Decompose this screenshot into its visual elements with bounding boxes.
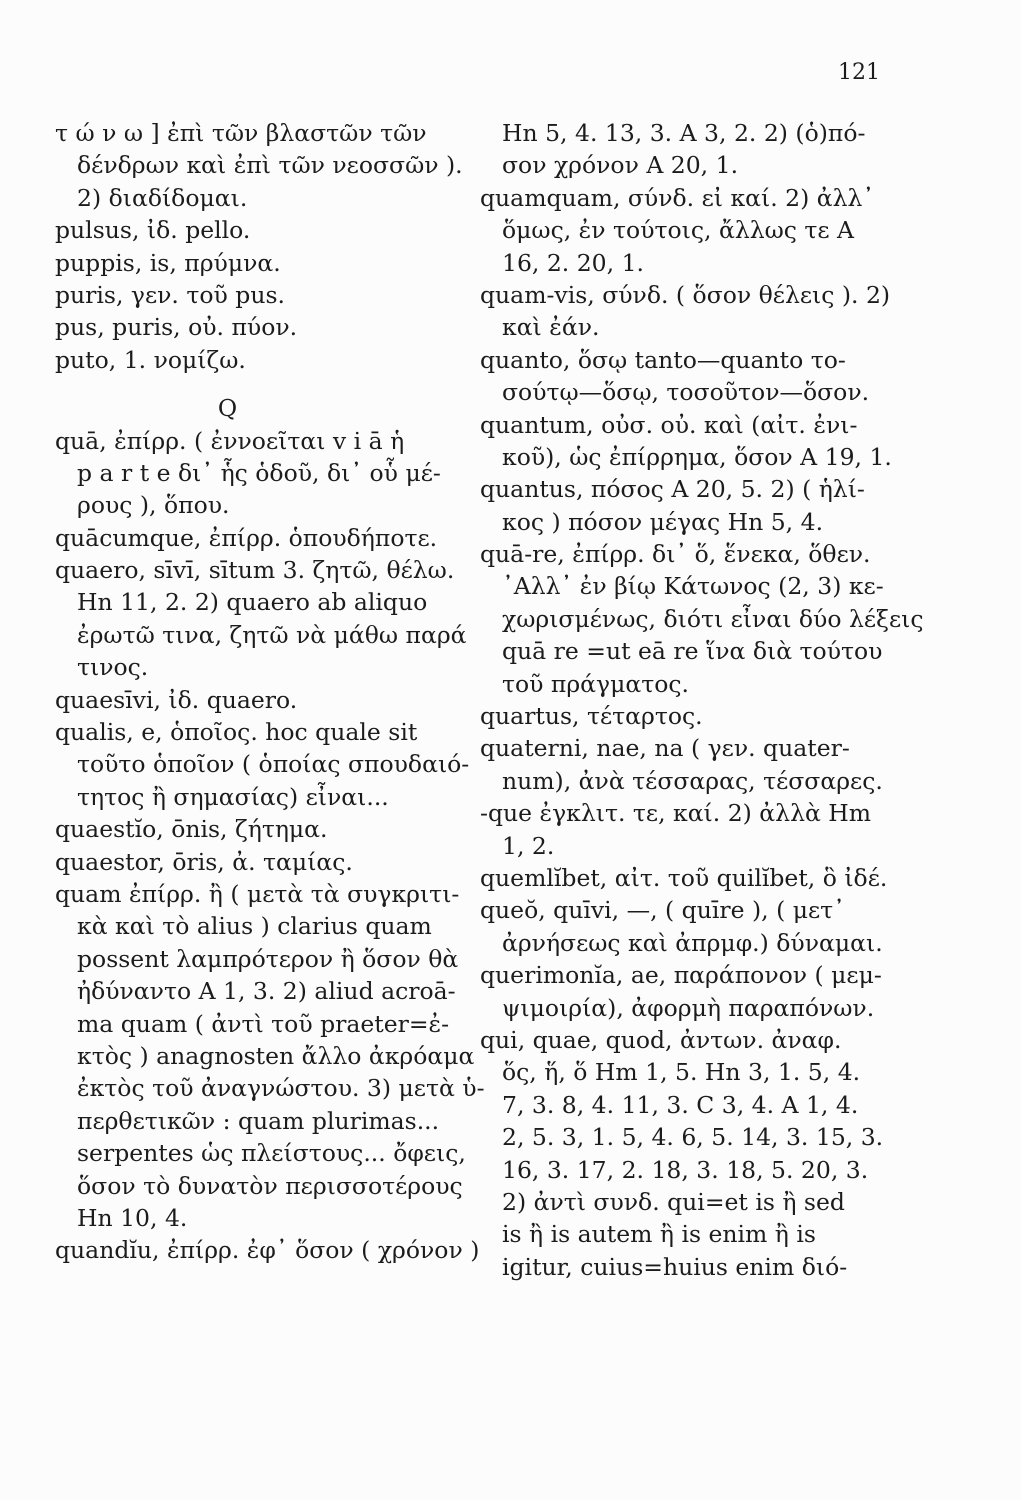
dictionary-line: p a r t e δι᾽ ἧς ὁδοῦ, δι᾽ οὗ μέ- [77,458,441,487]
dictionary-line: Hn 11, 2. 2) quaero ab aliquo [77,588,428,617]
dictionary-line: 16, 3. 17, 2. 18, 3. 18, 5. 20, 3. [502,1155,869,1184]
dictionary-line: ὅμως, ἐν τούτοις, ἄλλως τε A [502,216,855,245]
dictionary-line: ᾽Αλλ᾽ ἐν βίῳ Κάτωνος (2, 3) κε- [502,572,884,601]
dictionary-line: qui, quae, quod, ἀντων. ἀναφ. [480,1025,842,1054]
page-number: 121 [838,60,880,85]
dictionary-line: ἀρνήσεως καὶ ἀπρμφ.) δύναμαι. [502,928,883,957]
dictionary-line: quemlĭbet, αἰτ. τοῦ quilĭbet, ὃ ἰδέ. [480,863,888,892]
dictionary-line: puppis, is, πρύμνα. [55,248,281,277]
section-letter-heading: Q [217,394,238,423]
dictionary-line: quā-re, ἐπίρρ. δι᾽ ὅ, ἕνεκα, ὅθεν. [480,540,871,569]
dictionary-line: 7, 3. 8, 4. 11, 3. C 3, 4. A 1, 4. [502,1090,859,1119]
dictionary-line: τοῦ πράγματος. [502,669,690,698]
dictionary-line: quaestĭo, ōnis, ζήτημα. [55,815,328,844]
dictionary-line: κὰ καὶ τὸ alius ) clarius quam [77,912,432,941]
dictionary-line: 16, 2. 20, 1. [502,248,644,277]
dictionary-line: σον χρόνον A 20, 1. [502,151,739,180]
dictionary-line: pulsus, ἰδ. pello. [55,216,251,245]
dictionary-line: quandĭu, ἐπίρρ. ἐφ᾽ ὅσον ( χρόνον ) [55,1236,480,1265]
dictionary-line: pus, puris, οὐ. πύον. [55,313,298,342]
dictionary-line: 2) ἀντὶ συνδ. qui=et is ἢ sed [502,1187,845,1216]
dictionary-line: quanto, ὅσῳ tanto—quanto το- [480,345,846,374]
dictionary-line: quaestor, ōris, ἀ. ταμίας. [55,847,353,876]
dictionary-line: ma quam ( ἀντὶ τοῦ praeter=ἐ- [77,1009,450,1038]
dictionary-line: quā, ἐπίρρ. ( ἐννοεῖται v i ā ἡ [55,426,405,455]
dictionary-line: querimonĭa, ae, παράπονον ( μεμ- [480,961,882,990]
dictionary-line: περθετικῶν : quam plurimas... [77,1106,440,1135]
dictionary-line: τητος ἢ σημασίας) εἶναι... [77,782,389,811]
dictionary-line: ψιμοιρία), ἀφορμὴ παραπόνων. [502,993,875,1022]
dictionary-line: 2) διαδίδομαι. [77,183,248,212]
dictionary-line: qualis, e, ὁποῖος. hoc quale sit [55,718,418,747]
dictionary-line: puris, γεν. τοῦ pus. [55,280,285,309]
dictionary-line: κτὸς ) anagnosten ἄλλο ἀκρόαμα [77,1041,475,1070]
dictionary-line: σούτῳ—ὅσῳ, τοσοῦτον—ὅσον. [502,378,870,407]
right-column [480,117,924,1283]
dictionary-line: quācumque, ἐπίρρ. ὁπουδήποτε. [55,523,438,552]
dictionary-line: κος ) πόσον μέγας Hn 5, 4. [502,507,824,536]
blank-line [55,376,475,392]
dictionary-line: δένδρων καὶ ἐπὶ τῶν νεοσσῶν ). [77,151,463,180]
dictionary-line: quaesīvi, ἰδ. quaero. [55,685,298,714]
dictionary-line: καὶ ἐάν. [502,313,600,342]
dictionary-line: κοῦ), ὡς ἐπίρρημα, ὅσον A 19, 1. [502,442,892,471]
dictionary-line: is ἢ is autem ἢ is enim ἢ is [502,1220,816,1249]
dictionary-line: quam-vis, σύνδ. ( ὅσον θέλεις ). 2) [480,280,891,309]
dictionary-line: igitur, cuius=huius enim διό- [502,1252,848,1281]
dictionary-line: queŏ, quīvi, —, ( quīre ), ( μετ᾽ [480,896,845,925]
dictionary-line: 1, 2. [502,831,555,860]
dictionary-line: serpentes ὡς πλείστους... ὄφεις, [77,1139,466,1168]
left-column [55,117,485,1267]
dictionary-line: χωρισμένως, διότι εἶναι δύο λέξεις [502,604,924,633]
dictionary-line: quartus, τέταρτος. [480,702,703,731]
dictionary-line: ὅς, ἥ, ὅ Hm 1, 5. Hn 3, 1. 5, 4. [502,1058,861,1087]
dictionary-line: ἐκτὸς τοῦ ἀναγνώστου. 3) μετὰ ὑ- [77,1074,485,1103]
dictionary-line: Hn 10, 4. [77,1203,188,1232]
dictionary-line: quā re =ut eā re ἵνα διὰ τούτου [502,637,883,666]
dictionary-line: τ ώ ν ω ] ἐπὶ τῶν βλαστῶν τῶν [55,119,427,147]
dictionary-line: 2, 5. 3, 1. 5, 4. 6, 5. 14, 3. 15, 3. [502,1123,884,1152]
dictionary-line: puto, 1. νομίζω. [55,345,246,374]
dictionary-line: ἐρωτῶ τινα, ζητῶ νὰ μάθω παρά [77,620,467,649]
dictionary-line: quam ἐπίρρ. ἢ ( μετὰ τὰ συγκριτι- [55,879,460,908]
dictionary-line: quamquam, σύνδ. εἰ καί. 2) ἀλλ᾽ [480,183,875,212]
dictionary-line: τοῦτο ὁποῖον ( ὁποίας σπουδαιό- [77,750,470,779]
dictionary-line: quaterni, nae, na ( γεν. quater- [480,734,850,763]
dictionary-line: Hn 5, 4. 13, 3. A 3, 2. 2) (ὁ)πό- [502,119,866,147]
dictionary-line: ἠδύναντο A 1, 3. 2) aliud acroā- [77,977,456,1006]
dictionary-line: quantum, οὐσ. οὐ. καὶ (αἰτ. ἐνι- [480,410,858,439]
dictionary-line: quaero, sīvī, sītum 3. ζητῶ, θέλω. [55,556,455,585]
dictionary-line: num), ἀνὰ τέσσαρας, τέσσαρες. [502,766,883,795]
dictionary-line: possent λαμπρότερον ἢ ὅσον θὰ [77,944,459,973]
dictionary-line: -que ἐγκλιτ. τε, καί. 2) ἀλλὰ Hm [480,799,872,828]
dictionary-line: ὅσον τὸ δυνατὸν περισσοτέρους [77,1171,463,1200]
dictionary-line: quantus, πόσος A 20, 5. 2) ( ἡλί- [480,475,865,504]
dictionary-line: τινος. [77,653,149,682]
dictionary-line: ρους ), ὅπου. [77,491,230,520]
